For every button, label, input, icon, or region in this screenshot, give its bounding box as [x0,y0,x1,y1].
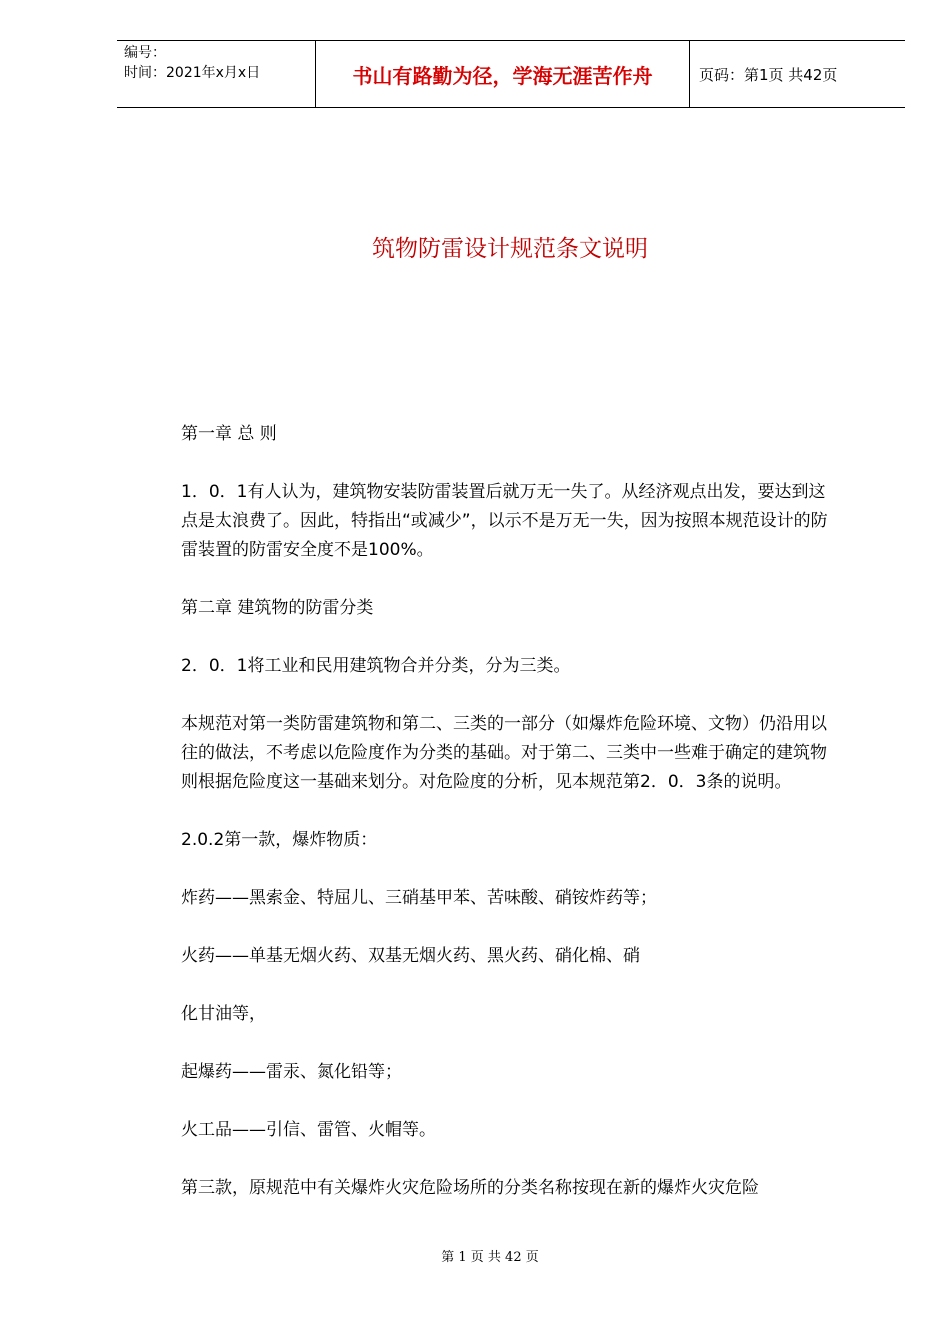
header-motto: 书山有路勤为径，学海无涯苦作舟 [352,63,653,88]
header-motto-cell [316,41,690,107]
page-footer: 第 1 页 共 42 页 [441,1250,539,1265]
paragraph: 起爆药——雷汞、氮化铅等； [181,1062,402,1082]
paragraph: 1．0．1有人认为，建筑物安装防雷装置后就万无一失了。从经济观点出发，要达到这点是太浪费了。因此，特指出“或减少”，以示不是万无一失，因为按照本规范设计的防雷装置的防雷安全度不是100%。 [181,482,828,560]
paragraph: 本规范对第一类防雷建筑物和第二、三类的一部分（如爆炸危险环境、文物）仍沿用以往的做法，不考虑以危险度作为分类的基础。对于第二、三类中一些难于确定的建筑物则根据危险度这一基础来划分。对危险度的分析，见本规范第2．0．3条的说明。 [181,714,827,792]
serial-label: 编号： [124,45,166,61]
time-label: 时间：2021年x月x日 [124,65,261,81]
paragraph: 火药——单基无烟火药、双基无烟火药、黑火药、硝化棉、硝 [181,946,640,966]
paragraph: 火工品——引信、雷管、火帽等。 [181,1120,436,1140]
paragraph: 2.0.2第一款，爆炸物质： [181,830,378,850]
chapter-heading: 第一章 总 则 [181,424,277,444]
paragraph: 炸药——黑索金、特屈儿、三硝基甲苯、苦味酸、硝铵炸药等； [181,888,657,908]
chapter-heading: 第二章 建筑物的防雷分类 [181,598,374,618]
paragraph: 化甘油等， [181,1004,266,1024]
paragraph: 第三款，原规范中有关爆炸火灾危险场所的分类名称按现在新的爆炸火灾危险 [181,1178,759,1198]
document-title: 筑物防雷设计规范条文说明 [372,236,648,262]
page-header [117,40,905,108]
document-body [181,420,841,1232]
header-meta [117,41,316,107]
paragraph: 2．0．1将工业和民用建筑物合并分类，分为三类。 [181,656,571,676]
header-page-info: 页码：第1页 共42页 [699,65,838,84]
